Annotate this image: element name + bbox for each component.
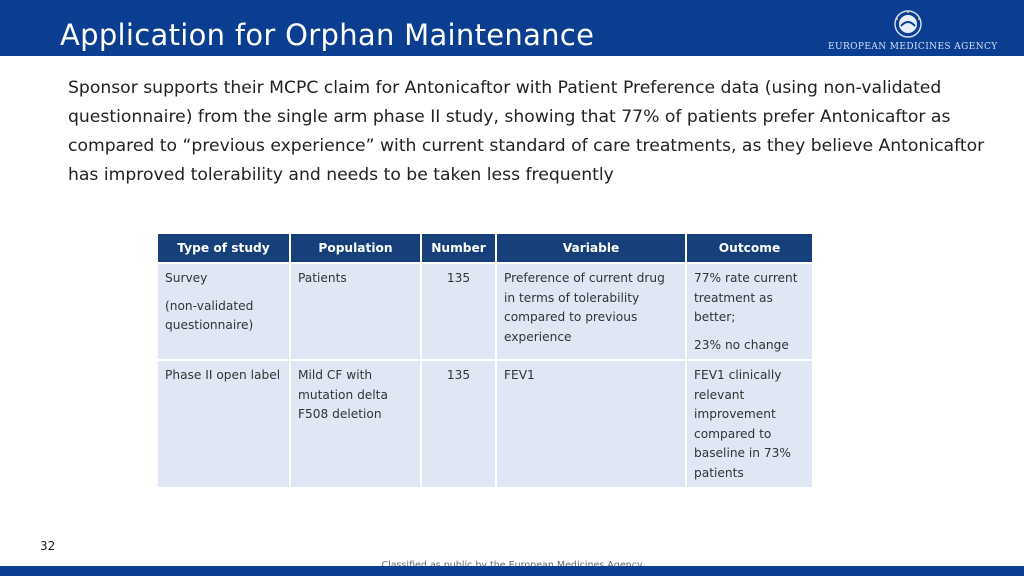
column-header-outcome: Outcome <box>686 234 812 263</box>
cell-text: (non-validated questionnaire) <box>165 298 254 332</box>
cell-text: 77% rate current treatment as better; <box>694 271 798 324</box>
cell-variable: FEV1 <box>496 360 686 488</box>
table-row <box>158 263 812 360</box>
column-header-variable: Variable <box>496 234 686 263</box>
logo-text: EUROPEAN MEDICINES AGENCY <box>828 42 998 52</box>
cell-variable: Preference of current drug in terms of tolerability compared to previous experience <box>496 263 686 360</box>
cell-text: Survey <box>165 271 208 285</box>
table-header-row <box>158 234 812 263</box>
cell-number: 135 <box>421 360 496 488</box>
study-table <box>158 234 812 489</box>
column-header-number: Number <box>421 234 496 263</box>
body-paragraph: Sponsor supports their MCPC claim for Antonicaftor with Patient Preference data (using non-validated questionnaire) from the single arm phase II study, showing that 77% of patients prefer Antonicaftor as compared to “previous experience” with current standard of care treatments, as they believe Antonicaftor has improved tolerability and needs to be taken less frequently <box>68 78 985 185</box>
cell-type-of-study <box>158 263 290 360</box>
cell-outcome: FEV1 clinically relevant improvement compared to baseline in 73% patients <box>686 360 812 488</box>
ema-logo-icon <box>893 9 923 39</box>
page-number: 32 <box>40 539 56 553</box>
cell-population: Mild CF with mutation delta F508 deletion <box>290 360 421 488</box>
footer-bar <box>0 566 1024 576</box>
cell-number: 135 <box>421 263 496 360</box>
spacer <box>165 289 283 297</box>
cell-text: 23% no change <box>694 337 789 352</box>
column-header-type: Type of study <box>158 234 290 263</box>
spacer <box>694 328 806 336</box>
table-row <box>158 360 812 488</box>
cell-outcome <box>686 263 812 360</box>
column-header-population: Population <box>290 234 421 263</box>
slide-title: Application for Orphan Maintenance <box>60 18 595 52</box>
cell-population: Patients <box>290 263 421 360</box>
cell-type-of-study: Phase II open label <box>158 360 290 488</box>
